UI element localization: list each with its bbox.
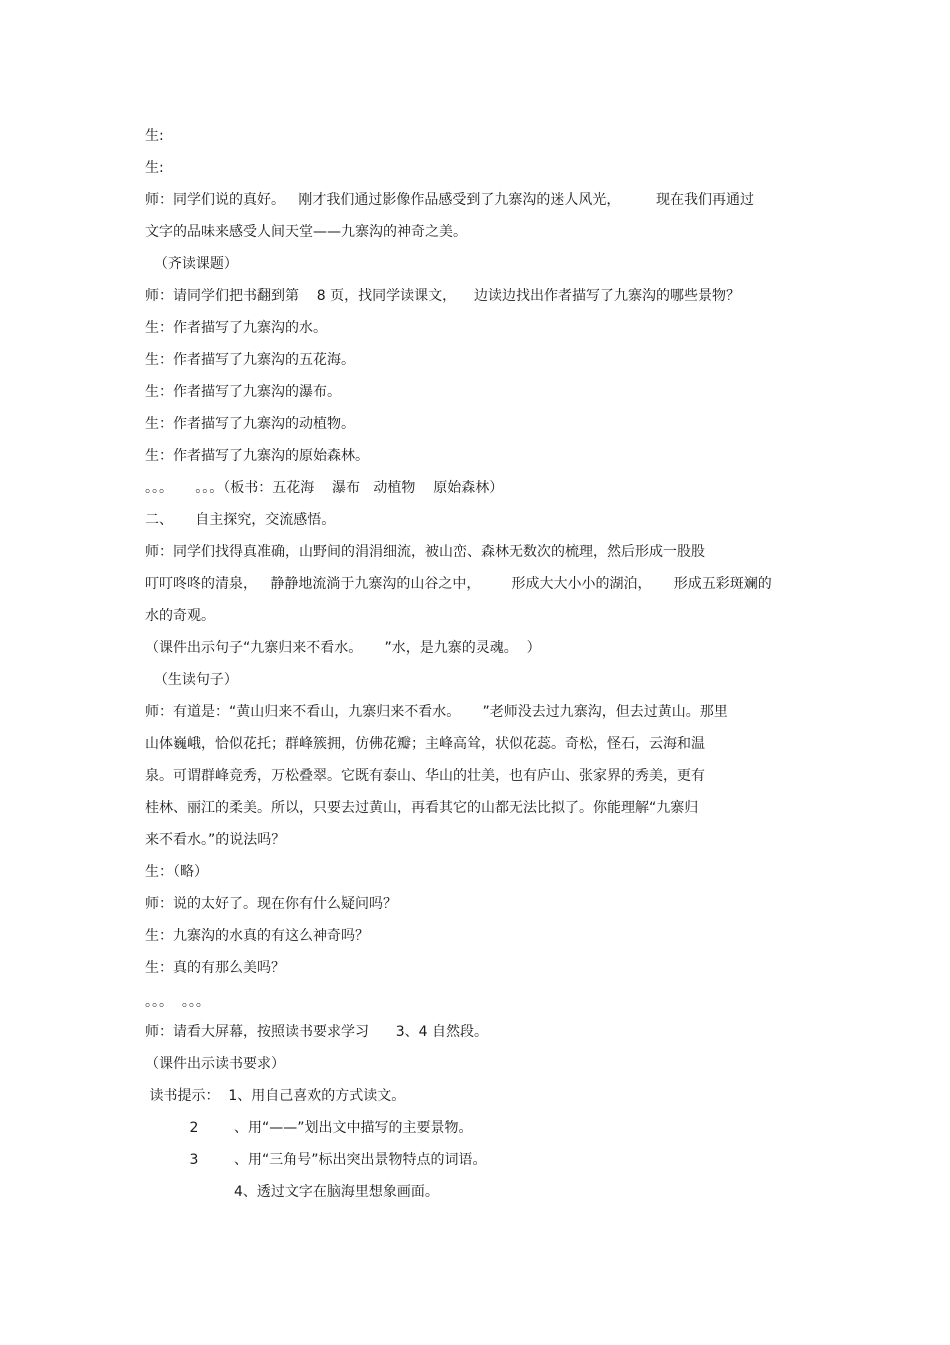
text-line: 生：九寨沟的水真的有这么神奇吗？: [145, 928, 369, 944]
text-line: 生:: [145, 160, 164, 176]
text-line: 文字的品味来感受人间天堂——九寨沟的神奇之美。: [145, 224, 467, 240]
reading-tip-item: 2 、用“——”划出文中描写的主要景物。: [145, 1120, 473, 1136]
text-line: 师：说的太好了。现在你有什么疑问吗？: [145, 896, 397, 912]
reading-tip-item: 4、透过文字在脑海里想象画面。: [145, 1184, 439, 1200]
text-line: 。。。 。。。: [145, 994, 210, 1010]
text-line: （课件出示句子“九寨归来不看水。 ”水，是九寨的灵魂。 ）: [145, 640, 541, 656]
text-line: 师：同学们说的真好。 刚才我们通过影像作品感受到了九寨沟的迷人风光， 现在我们再通过: [145, 192, 754, 208]
text-line: 师：请看大屏幕，按照读书要求学习 3、4 自然段。: [145, 1024, 488, 1040]
text-line: 生：作者描写了九寨沟的动植物。: [145, 416, 355, 432]
section-heading: 二、 自主探究，交流感悟。: [145, 512, 336, 528]
text-line: （齐读课题）: [145, 256, 238, 272]
text-line: 师：有道是：“黄山归来不看山，九寨归来不看水。 ”老师没去过九寨沟，但去过黄山。那里: [145, 704, 728, 720]
text-line: 生：作者描写了九寨沟的五花海。: [145, 352, 355, 368]
text-line: 。。。 。。。（板书：五花海 瀑布 动植物 原始森林）: [145, 480, 504, 496]
text-line: 师：请同学们把书翻到第 8 页，找同学读课文， 边读边找出作者描写了九寨沟的哪些景物？: [145, 288, 740, 304]
text-line: （生读句子）: [145, 672, 238, 688]
text-line: 叮叮咚咚的清泉， 静静地流淌于九寨沟的山谷之中， 形成大大小小的湖泊， 形成五彩斑斓的: [145, 576, 772, 592]
text-line: 桂林、丽江的柔美。所以，只要去过黄山，再看其它的山都无法比拟了。你能理解“九寨归: [145, 800, 699, 816]
text-line: 生:: [145, 128, 164, 144]
text-line: （课件出示读书要求）: [145, 1056, 285, 1072]
reading-tip-item: 3 、用“三角号”标出突出景物特点的词语。: [145, 1152, 487, 1168]
text-line: 生：作者描写了九寨沟的原始森林。: [145, 448, 369, 464]
text-line: 来不看水。”的说法吗？: [145, 832, 286, 848]
text-line: 泉。可谓群峰竞秀，万松叠翠。它既有泰山、华山的壮美，也有庐山、张家界的秀美，更有: [145, 768, 705, 784]
text-line: 山体巍峨，恰似花托；群峰簇拥，仿佛花瓣；主峰高耸，状似花蕊。奇松，怪石，云海和温: [145, 736, 705, 752]
text-line: 生：（略）: [145, 864, 208, 880]
reading-tip-item: 读书提示： 1、用自己喜欢的方式读文。: [145, 1088, 406, 1104]
text-line: 生：真的有那么美吗？: [145, 960, 285, 976]
text-line: 水的奇观。: [145, 608, 215, 624]
text-line: 生：作者描写了九寨沟的瀑布。: [145, 384, 341, 400]
text-line: 生：作者描写了九寨沟的水。: [145, 320, 327, 336]
text-line: 师：同学们找得真准确，山野间的涓涓细流，被山峦、森林无数次的梳理，然后形成一股股: [145, 544, 705, 560]
